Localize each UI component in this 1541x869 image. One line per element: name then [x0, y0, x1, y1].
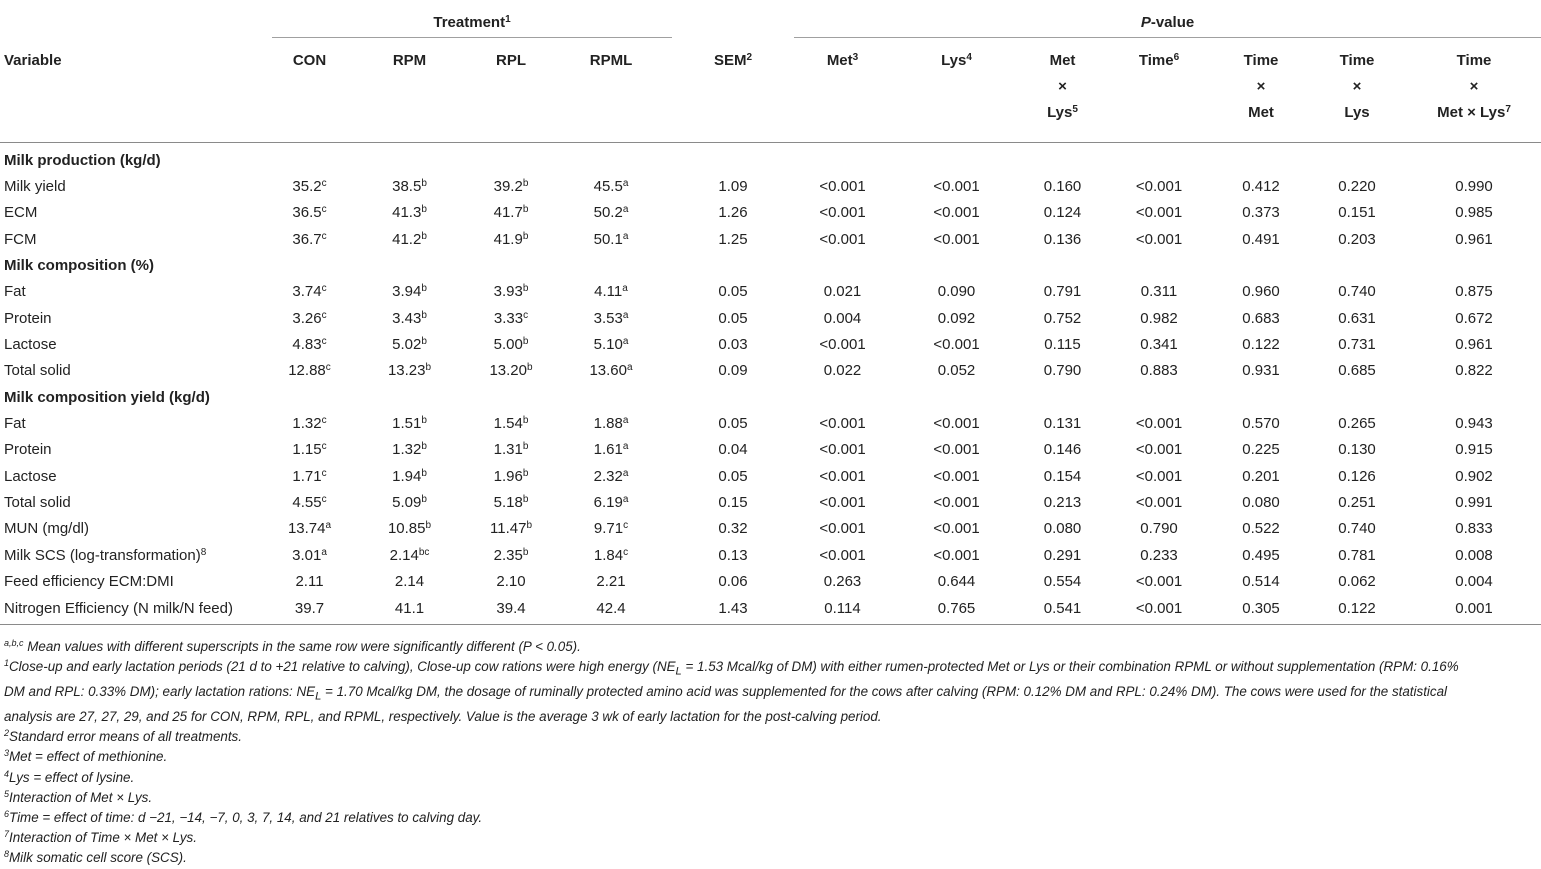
rpml-cell: 50.2$^a$	[593, 204, 629, 222]
time-x-met-cell: 0.683	[1242, 309, 1280, 327]
footnote-2: $^2$Standard error means of all treatments.	[4, 728, 242, 745]
con-header: CON	[292, 52, 327, 69]
time-x-met-x-lys-cell: 0.961	[1455, 230, 1493, 248]
sem-cell: 0.03	[718, 336, 748, 354]
met-cell: <0.001	[819, 204, 866, 222]
table-row	[0, 463, 1541, 489]
time-x-lys-cell: 0.740	[1338, 283, 1376, 301]
con-cell: 36.7$^c$	[292, 230, 327, 248]
time-cell: 0.982	[1140, 309, 1178, 327]
met-x-lys-cell: 0.160	[1043, 178, 1082, 196]
met-x-lys-cell: 0.554	[1043, 573, 1082, 591]
sem-cell: 1.09	[718, 178, 748, 196]
rpl-cell: 1.54$^b$	[493, 415, 529, 433]
time-x-met-x-lys-cell: 0.990	[1455, 178, 1493, 196]
table-row	[0, 410, 1541, 436]
met-x-lys-cell: 0.791	[1043, 283, 1082, 301]
met-x-lys-cell: 0.131	[1043, 415, 1082, 433]
table-row	[0, 173, 1541, 199]
con-cell: 39.7	[272, 595, 347, 625]
met-x-lys-cell: 0.146	[1043, 441, 1082, 459]
rpm-cell: 1.32$^b$	[392, 441, 427, 459]
results-table	[0, 7, 1541, 625]
row-label: Milk SCS (log-transformation)$^8$	[4, 546, 207, 564]
time-x-met-x-lys-cell: 0.961	[1455, 336, 1493, 354]
time-x-met-x-lys-cell: 0.004	[1455, 573, 1493, 591]
lys-cell: 0.765	[891, 595, 1022, 625]
time-x-met-x-lys-cell: 0.943	[1455, 415, 1493, 433]
lys-cell: <0.001	[933, 230, 980, 248]
rpl-cell: 41.7$^b$	[493, 204, 529, 222]
rpml-header: RPML	[589, 52, 633, 69]
table-row	[0, 331, 1541, 357]
time-x-lys-cell: 0.062	[1338, 573, 1376, 591]
lys-cell: <0.001	[933, 415, 980, 433]
table-row	[0, 200, 1541, 226]
met-x-lys-cell: 0.115	[1044, 336, 1081, 354]
sem-cell: 0.13	[718, 546, 748, 564]
lys-header: Lys$^4$	[941, 52, 972, 69]
lys-cell: <0.001	[933, 494, 980, 512]
time-x-met-x-lys-cell: 0.822	[1455, 362, 1493, 380]
met-cell: <0.001	[819, 441, 866, 459]
row-label: Total solid	[4, 362, 71, 380]
met-cell: <0.001	[819, 546, 866, 564]
sem-header: SEM$^2$	[713, 51, 753, 69]
lys-cell: <0.001	[933, 336, 980, 354]
con-cell: 1.15$^c$	[292, 441, 327, 459]
time-cell: <0.001	[1135, 415, 1183, 433]
rpml-cell: 13.60$^a$	[589, 362, 633, 380]
met-x-lys-header: Met × Lys$^5$	[1047, 52, 1078, 121]
met-x-lys-cell: 0.154	[1043, 467, 1082, 485]
section-row	[0, 384, 1541, 410]
time-x-met-cell: 0.201	[1242, 467, 1280, 485]
rpm-cell: 3.94$^b$	[392, 283, 427, 301]
met-cell: <0.001	[819, 336, 866, 354]
met-cell: 0.021	[823, 283, 862, 301]
rpl-cell: 11.47$^b$	[490, 520, 532, 538]
row-label: Feed efficiency ECM:DMI	[4, 573, 174, 591]
section-title: Milk composition (%)	[4, 257, 154, 275]
time-x-met-x-lys-cell: 0.001	[1407, 595, 1541, 625]
rpl-cell: 3.33$^c$	[493, 309, 529, 327]
time-cell: <0.001	[1135, 178, 1183, 196]
rpm-cell: 41.1	[347, 595, 472, 625]
sem-cell: 0.06	[718, 573, 748, 591]
time-x-lys-cell: 0.220	[1338, 178, 1376, 196]
met-cell: <0.001	[819, 520, 866, 538]
rpm-cell: 5.09$^b$	[392, 494, 427, 512]
con-cell: 4.83$^c$	[292, 336, 327, 354]
rpml-cell: 42.4	[550, 595, 672, 625]
met-x-lys-cell: 0.291	[1043, 546, 1082, 564]
header-row-columns	[0, 38, 1541, 143]
rpl-cell: 1.31$^b$	[493, 441, 529, 459]
met-cell: <0.001	[819, 494, 866, 512]
rpl-cell: 3.93$^b$	[493, 283, 529, 301]
met-x-lys-cell: 0.752	[1043, 309, 1082, 327]
row-label: Protein	[4, 441, 52, 459]
rpm-cell: 38.5$^b$	[392, 178, 427, 196]
time-x-lys-cell: 0.151	[1338, 204, 1376, 222]
time-x-lys-cell: 0.126	[1338, 467, 1376, 485]
time-x-lys-header: Time × Lys	[1339, 52, 1375, 121]
footnote-5: $^5$Interaction of Met × Lys.	[4, 788, 153, 805]
rpl-cell: 39.2$^b$	[493, 178, 529, 196]
con-cell: 3.74$^c$	[292, 283, 327, 301]
time-cell: <0.001	[1135, 494, 1183, 512]
table-row	[0, 595, 1541, 625]
con-cell: 13.74$^a$	[287, 520, 332, 538]
time-x-met-x-lys-cell: 0.985	[1455, 204, 1493, 222]
rpl-cell: 2.10	[496, 573, 526, 591]
row-label: Nitrogen Efficiency (N milk/N feed)	[0, 595, 272, 625]
con-cell: 1.71$^c$	[292, 467, 327, 485]
treatment-group-header: Treatment$^1$	[272, 7, 672, 38]
time-cell: 0.883	[1140, 362, 1178, 380]
row-label: Protein	[4, 309, 52, 327]
rpml-cell: 6.19$^a$	[593, 494, 629, 512]
table-row	[0, 516, 1541, 542]
rpm-cell: 3.43$^b$	[392, 309, 427, 327]
rpml-cell: 2.21	[596, 573, 626, 591]
time-x-lys-cell: 0.265	[1338, 415, 1376, 433]
met-cell: 0.114	[794, 595, 891, 625]
header-row-groups	[0, 7, 1541, 38]
time-x-lys-cell: 0.122	[1307, 595, 1407, 625]
time-x-lys-cell: 0.631	[1338, 309, 1376, 327]
sem-cell: 0.09	[718, 362, 748, 380]
variable-header: Variable	[4, 51, 62, 69]
con-cell: 36.5$^c$	[292, 204, 327, 222]
rpml-cell: 5.10$^a$	[593, 336, 629, 354]
time-cell: 0.341	[1140, 336, 1178, 354]
table-row	[0, 569, 1541, 595]
footnote-7: $^7$Interaction of Time × Met × Lys.	[4, 829, 197, 846]
time-x-met-cell: 0.931	[1242, 362, 1280, 380]
met-x-lys-cell: 0.790	[1043, 362, 1082, 380]
table-row	[0, 437, 1541, 463]
lys-cell: <0.001	[933, 204, 980, 222]
table-row	[0, 489, 1541, 515]
rpl-cell: 13.20$^b$	[489, 362, 533, 380]
time-x-met-x-lys-cell: 0.902	[1455, 467, 1493, 485]
rpml-cell: 45.5$^a$	[593, 178, 629, 196]
time-cell: <0.001	[1135, 467, 1183, 485]
met-cell: 0.004	[823, 309, 862, 327]
lys-cell: 0.092	[937, 309, 976, 327]
row-label: Lactose	[4, 336, 57, 354]
met-x-lys-cell: 0.213	[1043, 494, 1082, 512]
time-x-lys-cell: 0.251	[1338, 494, 1376, 512]
sem-cell: 0.05	[718, 467, 748, 485]
sem-cell: 0.32	[718, 520, 748, 538]
con-cell: 12.88$^c$	[288, 362, 331, 380]
time-x-met-cell: 0.491	[1242, 230, 1280, 248]
rpm-cell: 2.14$^{bc}$	[389, 546, 430, 564]
rpl-cell: 5.18$^b$	[493, 494, 529, 512]
time-x-met-cell: 0.080	[1242, 494, 1280, 512]
met-x-lys-cell: 0.541	[1022, 595, 1103, 625]
rpml-cell: 9.71$^c$	[593, 520, 629, 538]
sem-cell: 0.05	[718, 415, 748, 433]
rpm-cell: 1.94$^b$	[392, 467, 427, 485]
con-cell: 3.01$^a$	[292, 546, 327, 564]
rpl-cell: 41.9$^b$	[493, 230, 529, 248]
met-cell: <0.001	[819, 415, 866, 433]
rpm-cell: 13.23$^b$	[387, 362, 432, 380]
row-label: Fat	[4, 415, 26, 433]
time-x-lys-cell: 0.731	[1338, 336, 1376, 354]
time-cell: <0.001	[1135, 204, 1183, 222]
time-cell: 0.790	[1140, 520, 1178, 538]
rpm-cell: 5.02$^b$	[392, 336, 427, 354]
footnote-4: $^4$Lys = effect of lysine.	[4, 768, 135, 785]
table-row	[0, 358, 1541, 384]
rpl-header: RPL	[496, 52, 526, 69]
rpl-cell: 2.35$^b$	[493, 546, 529, 564]
con-cell: 35.2$^c$	[292, 178, 327, 196]
rpm-cell: 2.14	[394, 573, 425, 591]
time-x-met-cell: 0.570	[1242, 415, 1280, 433]
sem-cell: 0.05	[718, 283, 748, 301]
lys-cell: <0.001	[933, 546, 980, 564]
rpl-cell: 39.4	[472, 595, 550, 625]
time-x-met-cell: 0.122	[1242, 336, 1280, 354]
time-x-met-cell: 0.960	[1242, 283, 1280, 301]
time-x-met-cell: 0.412	[1242, 178, 1280, 196]
time-cell: <0.001	[1103, 595, 1215, 625]
time-x-met-cell: 0.495	[1242, 546, 1280, 564]
time-x-met-cell: 0.373	[1242, 204, 1280, 222]
lys-cell: <0.001	[933, 467, 980, 485]
footnote-3: $^3$Met = effect of methionine.	[4, 748, 168, 765]
met-cell: 0.022	[823, 362, 862, 380]
rpml-cell: 2.32$^a$	[593, 467, 629, 485]
table-row	[0, 226, 1541, 252]
row-label: Lactose	[4, 467, 57, 485]
time-x-met-x-lys-cell: 0.833	[1455, 520, 1493, 538]
sem-cell: 0.04	[718, 441, 748, 459]
sem-cell: 1.43	[672, 595, 794, 625]
row-label: Fat	[4, 283, 26, 301]
section-row	[0, 143, 1541, 174]
time-x-met-cell: 0.514	[1242, 573, 1280, 591]
time-x-lys-cell: 0.685	[1338, 362, 1376, 380]
footnote-6: $^6$Time = effect of time: d −21, −14, −7, 0, 3, 7, 14, and 21 relatives to calving day.	[4, 808, 483, 825]
lys-cell: 0.052	[937, 362, 976, 380]
time-x-met-x-lys-header: Time × Met × Lys$^7$	[1437, 52, 1511, 121]
con-cell: 4.55$^c$	[292, 494, 327, 512]
rpl-cell: 1.96$^b$	[493, 467, 529, 485]
lys-cell: <0.001	[933, 441, 980, 459]
rpl-cell: 5.00$^b$	[493, 336, 529, 354]
rpml-cell: 1.88$^a$	[593, 415, 629, 433]
time-x-lys-cell: 0.781	[1338, 546, 1376, 564]
rpm-cell: 10.85$^b$	[387, 520, 432, 538]
time-cell: 0.233	[1140, 546, 1178, 564]
row-label: Total solid	[4, 494, 71, 512]
rpml-cell: 1.61$^a$	[593, 441, 629, 459]
footnote-1: $^1$Close-up and early lactation periods (21 d to +21 relative to calving), Close-up cow rations were high energy ($NE_L = 1.53$ Mcal/kg of DM) with either rumen-protected Met or Lys or their combination RPML or without supplementation (RPM: 0.16% DM and RPL: 0.33% DM); early lactation rations: $NE_L = 1.70$ Mcal/kg DM, the dosage of ruminally protected amino acid was supplemented for the cows after calving (RPM: 0.12% DM and RPL: 0.24% DM). The cows were used for the statistical analysis are 27, 27, 29, and 25 for CON, RPM, RPL, and RPML, respectively. Value is the average 3 wk of early lactation for the post-calving period.	[4, 658, 1459, 724]
time-x-lys-cell: 0.203	[1338, 230, 1376, 248]
time-x-met-header: Time × Met	[1243, 52, 1279, 121]
row-label: FCM	[4, 230, 37, 248]
lys-cell: 0.090	[937, 283, 976, 301]
time-header: Time$^6$	[1138, 52, 1180, 69]
table-footnotes	[4, 637, 1464, 869]
section-title: Milk composition yield (kg/d)	[4, 388, 210, 406]
met-cell: <0.001	[819, 178, 866, 196]
row-label: ECM	[4, 204, 38, 222]
time-x-lys-cell: 0.740	[1338, 520, 1376, 538]
lys-cell: 0.644	[937, 573, 976, 591]
time-x-met-x-lys-cell: 0.875	[1455, 283, 1493, 301]
con-cell: 2.11	[295, 573, 324, 591]
table-row	[0, 279, 1541, 305]
time-x-met-x-lys-cell: 0.008	[1455, 546, 1493, 564]
met-header: Met$^3$	[826, 52, 859, 69]
time-cell: <0.001	[1135, 441, 1183, 459]
footnote-8: $^8$Milk somatic cell score (SCS).	[4, 849, 187, 866]
con-cell: 1.32$^c$	[292, 415, 327, 433]
rpml-cell: 3.53$^a$	[593, 309, 629, 327]
rpml-cell: 4.11$^a$	[594, 283, 628, 301]
rpml-cell: 1.84$^c$	[593, 546, 629, 564]
time-cell: <0.001	[1135, 573, 1183, 591]
sem-cell: 0.15	[718, 494, 748, 512]
lys-cell: <0.001	[933, 178, 980, 196]
time-x-met-cell: 0.522	[1242, 520, 1280, 538]
met-cell: 0.263	[823, 573, 862, 591]
sem-cell: 1.26	[718, 204, 748, 222]
rpm-cell: 1.51$^b$	[392, 415, 427, 433]
sem-cell: 0.05	[718, 309, 748, 327]
met-cell: <0.001	[819, 467, 866, 485]
pvalue-group-header: P-value	[794, 7, 1541, 38]
time-x-met-cell: 0.305	[1215, 595, 1307, 625]
row-label: Milk yield	[4, 178, 66, 196]
rpml-cell: 50.1$^a$	[593, 230, 629, 248]
rpm-cell: 41.2$^b$	[392, 230, 427, 248]
met-x-lys-cell: 0.124	[1043, 204, 1082, 222]
time-x-met-x-lys-cell: 0.672	[1455, 309, 1493, 327]
row-label: MUN (mg/dl)	[4, 520, 89, 538]
section-row	[0, 252, 1541, 278]
time-x-met-cell: 0.225	[1242, 441, 1280, 459]
con-cell: 3.26$^c$	[292, 309, 327, 327]
time-cell: <0.001	[1135, 230, 1183, 248]
time-cell: 0.311	[1140, 283, 1178, 301]
table-row	[0, 305, 1541, 331]
lys-cell: <0.001	[933, 520, 980, 538]
rpm-cell: 41.3$^b$	[392, 204, 427, 222]
time-x-met-x-lys-cell: 0.915	[1455, 441, 1493, 459]
footnote-significance: $^{a,b,c}$ Mean values with different superscripts in the same row were significantly different (P < 0.05).	[4, 638, 581, 654]
met-x-lys-cell: 0.080	[1043, 520, 1082, 538]
time-x-met-x-lys-cell: 0.991	[1455, 494, 1493, 512]
section-title: Milk production (kg/d)	[4, 151, 161, 169]
sem-cell: 1.25	[718, 230, 748, 248]
table-row	[0, 542, 1541, 568]
time-x-lys-cell: 0.130	[1338, 441, 1376, 459]
rpm-header: RPM	[392, 52, 427, 69]
met-x-lys-cell: 0.136	[1043, 230, 1082, 248]
met-cell: <0.001	[819, 230, 866, 248]
